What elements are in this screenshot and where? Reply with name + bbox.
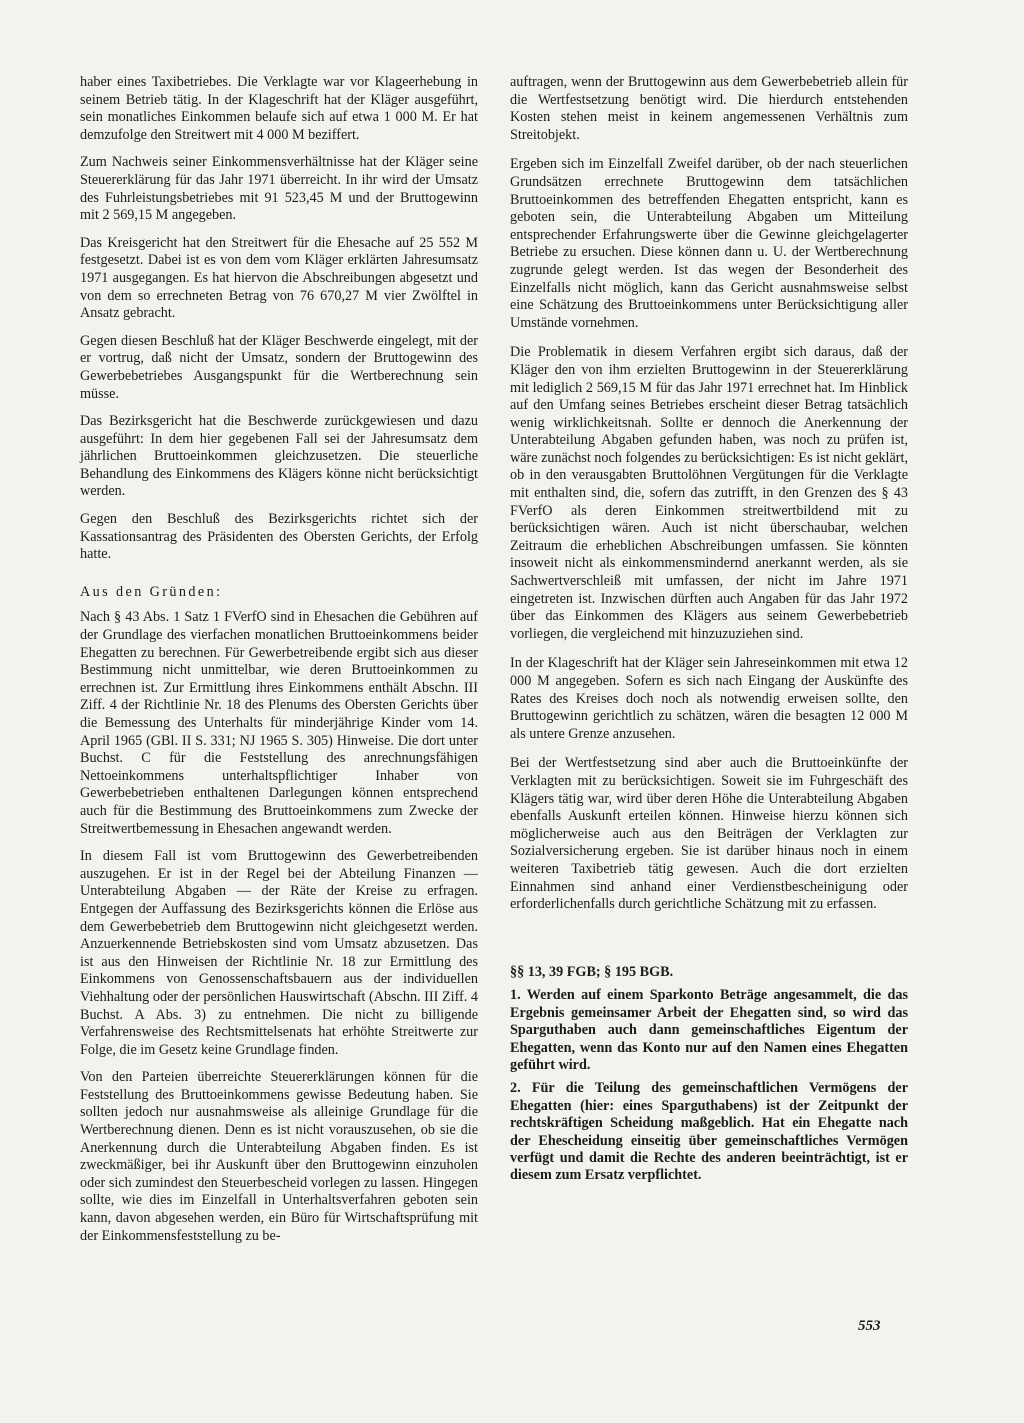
paragraph: Zum Nachweis seiner Einkommensverhältnisse hat der Kläger seine Steuererklärung für das Jahr 1971 überreicht. In ihr wird der Umsatz des Fuhrleistungsbetriebes mit 91 523,45 M und der Bruttogewinn mit 2 569,15 M angegeben. [80, 154, 478, 224]
headnote: 2. Für die Teilung des gemeinschaftlichen Vermögens der Ehegatten (hier: eines Sparguthabens) ist der Zeitpunkt der rechtskräftigen Scheidung maßgeblich. Hat ein Ehegatte nach der Ehescheidung einseitig über gemeinschaftliches Vermögen verfügt und damit die Rechte des anderen beeinträchtigt, ist er diesem zum Ersatz verpflichtet. [510, 1080, 908, 1184]
left-column [80, 74, 478, 1255]
headnote: 1. Werden auf einem Sparkonto Beträge angesammelt, die das Ergebnis gemeinsamer Arbeit der Ehegatten sind, so wird das Sparguthaben auch dann gemeinschaftliches Eigentum der Ehegatten, wenn das Konto nur auf den Namen eines Ehegatten geführt wird. [510, 987, 908, 1073]
paragraph: haber eines Taxibetriebes. Die Verklagte war vor Klageerhebung in seinem Betrieb tätig. In der Klageschrift hat der Kläger ausgeführt, sein monatliches Einkommen belaufe sich auf etwa 1 000 M. Er hat demzufolge den Streitwert mit 4 000 M beziffert. [80, 74, 478, 143]
paragraph: Nach § 43 Abs. 1 Satz 1 FVerfO sind in Ehesachen die Gebühren auf der Grundlage des vierfachen monatlichen Bruttoeinkommens beider Ehegatten zu berechnen. Für Gewerbetreibende ergibt sich aus dieser Bestimmung nicht unmittelbar, wie deren Bruttoeinkommen zu errechnen ist. Zur Ermittlung ihres Einkommens enthält Abschn. III Ziff. 4 der Richtlinie Nr. 18 des Plenums des Obersten Gerichts über die Bemessung des Unterhalts für minderjährige Kinder vom 14. April 1965 (GBl. II S. 331; NJ 1965 S. 305) Hinweise. Die dort unter Buchst. C für die Feststellung des anrechnungsfähigen Nettoeinkommens unterhaltspflichtiger Inhaber von Gewerbebetrieben enthaltenen Darlegungen können entsprechend auch für die Bestimmung des Bruttoeinkommens zum Zwecke der Streitwertbemessung in Ehesachen angewandt werden. [80, 609, 478, 837]
paragraph: Gegen diesen Beschluß hat der Kläger Beschwerde eingelegt, mit der er vortrug, daß nicht der Umsatz, sondern der Bruttogewinn des Gewerbebetriebes Ausgangspunkt für die Wertberechnung sein müsse. [80, 332, 478, 402]
paragraph: Das Bezirksgericht hat die Beschwerde zurückgewiesen und dazu ausgeführt: In dem hier gegebenen Fall sei der Jahresumsatz dem jährlichen Bruttoeinkommen gleichzusetzen. Die steuerliche Behandlung des Einkommens des Klägers könne nicht berücksichtigt werden. [80, 413, 478, 500]
paragraph: Von den Parteien überreichte Steuererklärungen können für die Feststellung des Bruttoeinkommens gewisse Bedeutung haben. Sie sollten jedoch nur ausnahmsweise als alleinige Grundlage für die Wertberechnung dienen. Denn es ist nicht vorauszusehen, ob sie die Anerkennung durch die Unterabteilung Abgaben finden. Es ist zweckmäßiger, bei ihr Auskunft über den Bruttogewinn einzuholen oder sich zumindest den Steuerbescheid vorlegen zu lassen. Hingegen sollte, wie dies im Einzelfall in Unterhaltsverfahren geboten sein kann, davon abgesehen werden, ein Büro für Wirtschaftsprüfung mit der Einkommensfeststellung zu be- [80, 1069, 478, 1244]
legal-citation: §§ 13, 39 FGB; § 195 BGB. [510, 963, 674, 980]
paragraph: auftragen, wenn der Bruttogewinn aus dem Gewerbebetrieb allein für die Wertfestsetzung benötigt wird. Die hierdurch entstehenden Kosten stehen meist in keinem angemessenen Verhältnis zum Streitobjekt. [510, 74, 908, 143]
paragraph: Gegen den Beschluß des Bezirksgerichts richtet sich der Kassationsantrag des Präsidenten des Obersten Gerichts, der Erfolg hatte. [80, 511, 478, 563]
paragraph: Die Problematik in diesem Verfahren ergibt sich daraus, daß der Kläger den von ihm erzielten Bruttogewinn in der Steuererklärung mit lediglich 2 569,15 M für das Jahr 1971 errechnet hat. Im Hinblick auf den Umfang seines Betriebes erscheint dieser Betrag tatsächlich wenig wirklichkeitsnah. Sollte er dennoch die Anerkennung der Unterabteilung Abgaben gefunden haben, was noch zu prüfen ist, wäre zunächst noch folgendes zu berücksichtigen: Es ist nicht geklärt, ob in den verausgabten Bruttolöhnen Vergütungen für die Verklagte mit enthalten sind, die, sofern das zutrifft, in den Grenzen des § 43 FVerfO als deren Einkommen streitwertbildend mit zu berücksichtigen wären. Auch ist nicht überschaubar, welchen Zeitraum die erheblichen Abschreibungen umfassen. Sie könnten insoweit nicht als einkommensmindernd anerkannt werden, als sie Sachwertverschleiß mit umfassen, der nicht im Jahre 1971 eingetreten ist. Inzwischen dürften auch Angaben für das Jahr 1972 über das Einkommen des Klägers aus seinem Gewerbebetrieb vorliegen, die vergleichend mit hinzuzuziehen sind. [510, 344, 908, 642]
paragraph: In der Klageschrift hat der Kläger sein Jahreseinkommen mit etwa 12 000 M angegeben. Sofern es sich nach Eingang der Auskünfte des Rates des Kreises doch noch als notwendig erweisen sollte, den Bruttogewinn gerichtlich zu schätzen, wären die besagten 12 000 M als untere Grenze anzusehen. [510, 655, 908, 742]
section-heading: Aus den Gründen: [80, 583, 223, 600]
paragraph: Bei der Wertfestsetzung sind aber auch die Bruttoeinkünfte der Verklagten mit zu berücksichtigen. Soweit sie im Fuhrgeschäft des Klägers tätig war, wird über deren Höhe die Unterabteilung Abgaben ebenfalls Auskunft erteilen können. Hinweise hierzu können sich möglicherweise auch aus den Beiträgen der Verklagten zur Sozialversicherung ergeben. Sie ist darüber hinaus noch in einem weiteren Taxibetrieb tätig gewesen. Auch die dort erzielten Einnahmen sind anhand einer Verdienstbescheinigung oder erforderlichenfalls durch gerichtliche Schätzung mit zu erfassen. [510, 755, 908, 913]
page-number: 553 [858, 1318, 881, 1334]
paragraph: Das Kreisgericht hat den Streitwert für die Ehesache auf 25 552 M festgesetzt. Dabei ist es von dem vom Kläger erklärten Jahresumsatz 1971 ausgegangen. Es hat hiervon die Abschreibungen abgesetzt und von dem so errechneten Betrag von 76 670,27 M vier Zwölftel in Ansatz gebracht. [80, 234, 478, 322]
paragraph: Ergeben sich im Einzelfall Zweifel darüber, ob der nach steuerlichen Grundsätzen errechnete Bruttogewinn dem tatsächlichen Bruttoeinkommen des betreffenden Ehegatten entspricht, kann es geboten sein, die Unterabteilung Abgaben um Mitteilung entsprechender Erfahrungswerte über die Gewinne gleichgelagerter Betriebe zu ersuchen. Diese können dann u. U. der Wertberechnung zugrunde gelegt werden. Ist das wegen der Besonderheit des Einzelfalls nicht möglich, kann das Gericht ausnahmsweise selbst eine Schätzung des Bruttoeinkommens unter Berücksichtigung aller Umstände vornehmen. [510, 156, 908, 331]
ruling-block [510, 964, 908, 1185]
paragraph: In diesem Fall ist vom Bruttogewinn des Gewerbetreibenden auszugehen. Er ist in der Regel bei der Abteilung Finanzen — Unterabteilung Abgaben — der Räte der Kreise zu erfragen. Entgegen der Auffassung des Bezirksgerichts können die Erlöse aus dem Gewerbebetrieb dem Bruttogewinn nicht gleichgesetzt werden. Anzuerkennende Betriebskosten sind vom Umsatz abzusetzen. Das ist aus den Hinweisen der Richtlinie Nr. 18 zur Ermittlung des Einkommens von Genossenschaftsbauern aus der individuellen Viehhaltung oder der persönlichen Hauswirtschaft (Abschn. III Ziff. 4 Buchst. A Abs. 3) zu entnehmen. Die nicht zu billigende Verfahrensweise des Rechtsmittelsenats hat erhöhte Streitwerte zur Folge, die im Gesetz keine Grundlage finden. [80, 848, 478, 1058]
right-column [510, 74, 908, 1191]
